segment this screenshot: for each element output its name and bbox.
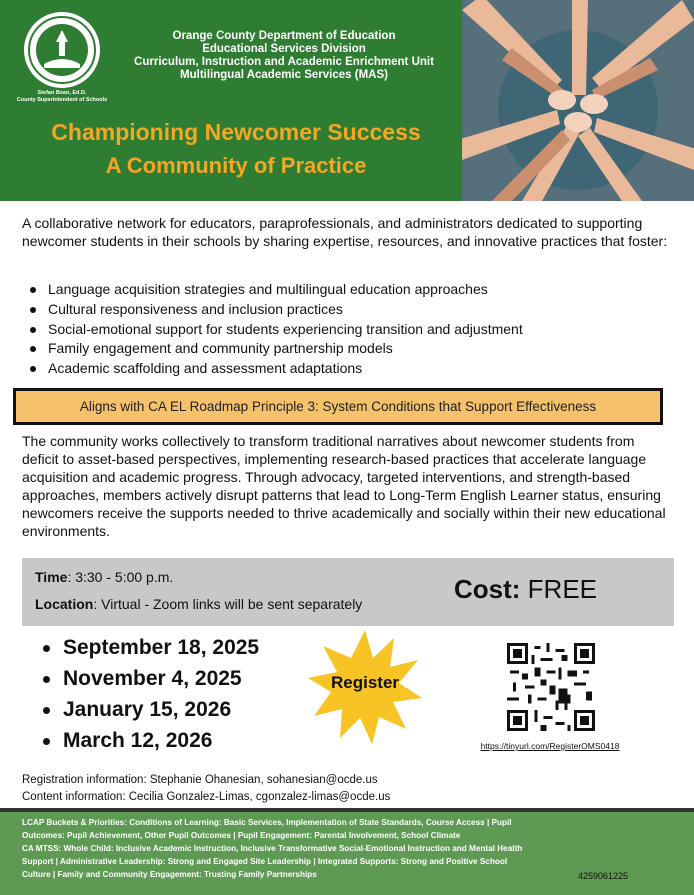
list-item: Language acquisition strategies and multilingual education approaches <box>22 280 662 300</box>
registration-contact: Registration information: Stephanie Ohanesian, sohanesian@ocde.us <box>22 774 378 786</box>
county-seal-logo <box>22 10 102 90</box>
content-contact: Content information: Cecilia Gonzalez-Limas, cgonzalez-limas@ocde.us <box>22 791 391 803</box>
footer-line-2: Outcomes: Pupil Achievement, Other Pupil Outcomes | Pupil Engagement: Parental Involvement, School Climate <box>22 831 461 840</box>
community-paragraph: The community works collectively to transform traditional narratives about newcomer students from deficit to asset-based perspectives, implementing research-based practices that accelerate language acquisition and academic progress. Through advocacy, targeted interventions, and strength-based approaches, members actively disrupt patterns that lead to Long-Term English Learner status, ensuring newcomers receive the supports needed to thrive academically and socially within their new educational environments. <box>22 433 666 539</box>
event-info-box <box>22 558 674 626</box>
footer-line-5: Culture | Family and Community Engagement: Trusting Family Partnerships <box>22 870 317 879</box>
org-line-2: Educational Services Division <box>202 43 366 55</box>
footer-text <box>22 816 588 881</box>
organization-block <box>112 30 456 82</box>
org-line-3: Curriculum, Instruction and Academic Enrichment Unit <box>134 56 434 68</box>
footer-line-3: CA MTSS: Whole Child: Inclusive Academic Instruction, Inclusive Transformative Social-Emotional Instruction and Mental Health <box>22 844 523 853</box>
qr-code-icon[interactable] <box>507 643 595 731</box>
date-item: September 18, 2025 <box>40 632 259 663</box>
time-label: Time <box>35 569 68 585</box>
header-band <box>0 0 694 201</box>
footer-line-4: Support | Administrative Leadership: Strong and Engaged Site Leadership | Integrated Supports: Strong and Positive School <box>22 857 508 866</box>
date-item: March 12, 2026 <box>40 725 259 756</box>
location-label: Location <box>35 596 94 612</box>
org-line-4: Multilingual Academic Services (MAS) <box>180 69 388 81</box>
contact-info <box>22 772 390 806</box>
cost-value: FREE <box>527 574 598 604</box>
date-item: January 15, 2026 <box>40 694 259 725</box>
superintendent-role: County Superintendent of Schools <box>16 97 108 103</box>
time-value: 3:30 - 5:00 p.m. <box>75 569 174 585</box>
intro-paragraph: A collaborative network for educators, paraprofessionals, and administrators dedicated to supporting newcomer students in their schools by sharing expertise, resources, and innovative practices that foster: <box>22 215 668 249</box>
location-value: Virtual - Zoom links will be sent separately <box>101 596 363 612</box>
page-title: Championing Newcomer Success <box>51 119 421 145</box>
footer-line-1: LCAP Buckets & Priorities: Conditions of Learning: Basic Services, Implementation of State Standards, Course Access | Pupil <box>22 818 512 827</box>
list-item: Cultural responsiveness and inclusion practices <box>22 300 662 320</box>
time-row: Time: 3:30 - 5:00 p.m. <box>35 569 174 585</box>
register-link[interactable]: https://tinyurl.com/RegisterOMS0418 <box>480 741 620 751</box>
roadmap-banner: Aligns with CA EL Roadmap Principle 3: System Conditions that Support Effectiveness <box>13 388 663 425</box>
cost-row <box>454 574 597 605</box>
session-dates-list <box>40 632 259 756</box>
list-item: Academic scaffolding and assessment adaptations <box>22 359 662 379</box>
seal-caption <box>8 90 116 104</box>
focus-list <box>22 280 662 379</box>
date-item: November 4, 2025 <box>40 663 259 694</box>
location-row: Location: Virtual - Zoom links will be sent separately <box>35 596 363 612</box>
hands-together-photo <box>462 0 694 201</box>
org-line-1: Orange County Department of Education <box>172 30 396 42</box>
page-subtitle: A Community of Practice <box>105 153 367 178</box>
list-item: Family engagement and community partnership models <box>22 339 662 359</box>
superintendent-name: Stefan Bean, Ed.D. <box>37 90 87 96</box>
list-item: Social-emotional support for students experiencing transition and adjustment <box>22 320 662 340</box>
document-code: 4259061225 <box>578 871 629 881</box>
footer-band <box>0 812 694 895</box>
register-button[interactable]: Register <box>330 673 400 692</box>
cost-label: Cost: <box>454 574 521 604</box>
